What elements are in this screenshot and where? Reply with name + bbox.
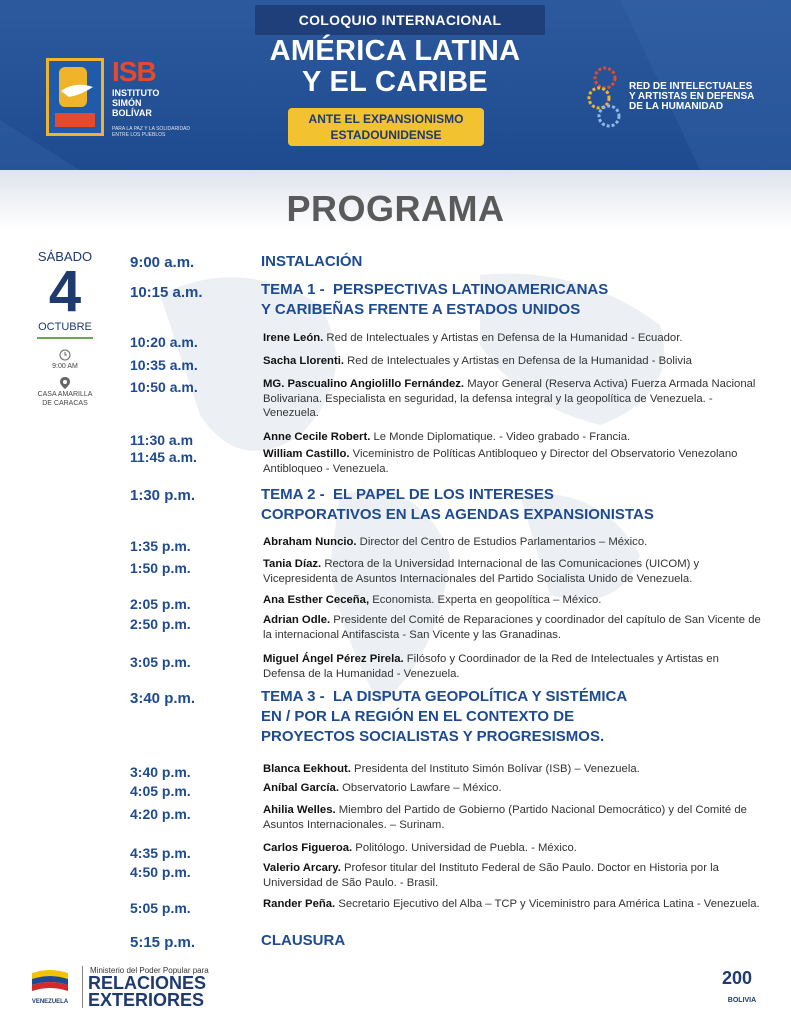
speaker-name: Blanca Eekhout. [263,763,351,775]
speaker-desc: Observatorio Lawfare – México. [338,782,502,794]
speaker-entry [263,354,763,369]
venezuela-flag-icon [30,967,70,995]
speaker-desc: Red de Intelectuales y Artistas en Defensa de la Humanidad - Bolivia [343,355,692,367]
relaciones-line1: RELACIONES [88,973,207,993]
dove-icon [49,61,101,133]
speaker-desc: Presidenta del Instituto Simón Bolívar (ISB) – Venezuela. [350,763,640,775]
speaker-entry [263,331,763,346]
speaker-desc: Economista. Experta en geopolítica – México. [369,594,602,606]
relaciones-line2: EXTERIORES [88,990,205,1010]
time-slot: 4:50 p.m. [130,864,191,880]
event-title-line1: AMÉRICA LATINA [269,35,521,67]
speaker-name: Aníbal García. [263,782,339,794]
speaker-entry [263,430,763,445]
footer-divider [82,966,83,1008]
isb-name-line2: SIMÓN [112,98,142,108]
speaker-name: Abraham Nuncio. [263,536,357,548]
speaker-name: Valerio Arcary. [263,862,341,874]
time-slot: 2:05 p.m. [130,596,191,612]
time-slot: 4:35 p.m. [130,845,191,861]
event-venue [20,390,110,408]
tema-line: EL PAPEL DE LOS INTERESES [332,486,554,503]
time-slot: 11:45 a.m. [130,449,197,465]
tema-line: PERSPECTIVAS LATINOAMERICANAS [332,281,609,298]
isb-name-line1: INSTITUTO [112,88,160,98]
venue-line1: CASA AMARILLA [37,391,93,398]
speaker-name: Tania Díaz. [263,558,322,570]
session-title: INSTALACIÓN [261,253,363,270]
time-slot: 1:35 p.m. [130,538,191,554]
location-pin-icon [60,377,70,389]
event-subtitle-line1: ANTE EL EXPANSIONISMO [308,112,464,126]
isb-logo-emblem [46,58,104,136]
tema-label: TEMA 1 - [261,281,325,298]
speaker-name: Ana Esther Ceceña, [263,594,370,606]
clock-icon [58,348,72,362]
speaker-desc: Presidente del Comité de Reparaciones y coordinador del capítulo de San Vicente de la internacional Antifascista - San Vicente y las Granadinas. [263,614,761,641]
speaker-name: Adrian Odle. [263,614,331,626]
time-slot: 11:30 a.m [130,432,194,448]
time-slot: 3:40 p.m. [130,764,191,780]
speaker-entry [263,861,763,890]
session-title: CLAUSURA [261,932,346,949]
tema-line: EN / POR LA REGIÓN EN EL CONTEXTO DE [261,708,575,725]
red-logo-line2: Y ARTISTAS EN DEFENSA [629,91,755,102]
red-logo-line3: DE LA HUMANIDAD [629,101,724,112]
bicentenario-number: 200 [722,968,753,988]
time-slot: 4:20 p.m. [130,806,191,822]
event-kicker: COLOQUIO INTERNACIONAL [255,5,545,35]
speaker-name: Carlos Figueroa. [263,842,353,854]
session-title [261,485,741,525]
speaker-name: Ahilia Welles. [263,804,336,816]
speaker-desc: Mayor General (Reserva Activa) Fuerza Armada Nacional Bolivariana. Especialista en seguridad, la defensa integral y la geopolítica de Venezuela. - Venezuela. [263,378,756,419]
speaker-desc: Le Monde Diplomatique. - Video grabado - Francia. [370,431,631,443]
speaker-entry [263,447,763,476]
relaciones-exteriores-logo [88,975,206,1009]
bicentenario-label: BOLIVIA [727,997,757,1004]
time-slot: 5:15 p.m. [130,934,196,951]
speaker-name: Anne Cecile Robert. [263,431,371,443]
speaker-entry [263,803,763,832]
speaker-entry [263,557,763,586]
speaker-name: Sacha Llorenti. [263,355,344,367]
tema-line: Y CARIBEÑAS FRENTE A ESTADOS UNIDOS [261,301,581,318]
isb-abbr: ISB [112,56,156,87]
time-slot: 1:30 p.m. [130,487,196,504]
speaker-desc: Miembro del Partido de Gobierno (Partido Nacional Democrático) y del Comité de Asuntos Internacionales. – Surinam. [263,804,747,831]
isb-name [112,88,159,118]
venue-line2: DE CARACAS [42,400,88,407]
session-title [261,280,741,320]
time-slot: 9:00 a.m. [130,254,195,271]
speaker-desc: Politólogo. Universidad de Puebla. - México. [352,842,577,854]
tema-label: TEMA 2 - [261,486,325,503]
time-slot: 1:50 p.m. [130,560,191,576]
speaker-name: William Castillo. [263,448,350,460]
ministerio-label: Ministerio del Poder Popular para [90,966,209,975]
speaker-name: Rander Peña. [263,898,336,910]
red-logo-text [629,82,769,112]
speaker-name: Miguel Ángel Pérez Pirela. [263,653,404,665]
speaker-entry [263,762,763,777]
time-slot: 3:40 p.m. [130,690,196,707]
speaker-entry [263,593,763,608]
speaker-entry [263,781,763,796]
speaker-entry [263,841,763,856]
speaker-desc: Director del Centro de Estudios Parlamentarios – México. [356,536,648,548]
event-subtitle-line2: ESTADOUNIDENSE [330,128,442,142]
speaker-desc: Filósofo y Coordinador de la Red de Intelectuales y Artistas en Defensa de la Humanidad - Venezuela. [263,653,719,680]
speaker-name: Irene León. [263,332,324,344]
speaker-entry [263,613,763,642]
time-slot: 10:35 a.m. [130,357,198,373]
event-title-line2: Y EL CARIBE [302,66,488,98]
isb-tagline: PARA LA PAZ Y LA SOLIDARIDAD ENTRE LOS PUEBLOS [112,126,190,138]
red-logo-line1: RED DE INTELECTUALES [629,81,753,92]
date-month: OCTUBRE [38,321,92,333]
time-slot: 2:50 p.m. [130,616,191,632]
tema-line: PROYECTOS SOCIALISTAS Y PROGRESISMOS. [261,728,605,745]
time-slot: 3:05 p.m. [130,654,191,670]
speaker-entry [263,652,763,681]
isb-name-line3: BOLÍVAR [112,108,152,118]
speaker-name: MG. Pascualino Angiolillo Fernández. [263,378,465,390]
date-weekday: SÁBADO [37,249,93,264]
speaker-desc: Secretario Ejecutivo del Alba – TCP y Viceministro para América Latina - Venezuela. [335,898,760,910]
event-title [230,36,560,98]
time-slot: 10:15 a.m. [130,284,203,301]
tema-line: LA DISPUTA GEOPOLÍTICA Y SISTÉMICA [332,688,628,705]
event-time: 9:00 AM [52,363,78,370]
venezuela-label: VENEZUELA [31,999,69,1005]
speaker-desc: Profesor titular del Instituto Federal de São Paulo. Doctor en Historia por la Universidad de São Paulo. - Brasil. [263,862,719,889]
red-network-icon [585,62,631,132]
speaker-desc: Rectora de la Universidad Internacional de las Comunicaciones (UICOM) y Vicepresidenta de Asuntos Internacionales del Partido Socialista Unido de Venezuela. [263,558,700,585]
time-slot: 5:05 p.m. [130,900,191,916]
time-slot: 10:50 a.m. [130,379,198,395]
date-divider [37,337,93,339]
programa-title: PROGRAMA [286,188,505,229]
tema-label: TEMA 3 - [261,688,325,705]
speaker-desc: Red de Intelectuales y Artistas en Defensa de la Humanidad - Ecuador. [323,332,683,344]
speaker-desc: Viceministro de Políticas Antibloqueo y Director del Observatorio Venezolano Antibloqueo - Venezuela. [263,448,738,475]
time-slot: 4:05 p.m. [130,783,191,799]
speaker-entry [263,535,763,550]
tema-line: CORPORATIVOS EN LAS AGENDAS EXPANSIONISTAS [261,506,654,523]
speaker-entry [263,377,763,421]
session-title [261,687,741,747]
speaker-entry [263,897,763,912]
time-slot: 10:20 a.m. [130,334,198,350]
date-day-number: 4 [48,259,82,324]
event-subtitle [288,108,484,146]
